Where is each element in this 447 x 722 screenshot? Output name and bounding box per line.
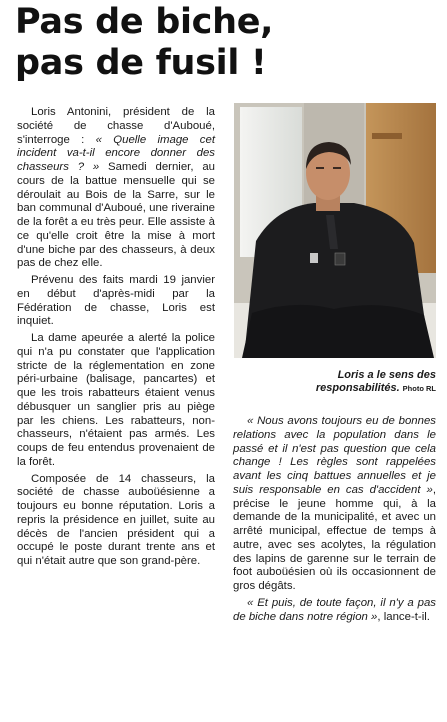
text-run: Samedi dernier, au cours de la battue mensuelle qui se déroulait au Bois de la Sarre, sur le ban communal d'Auboué, une riveraine de la forêt a eu très peur. Elle assiste à ce qu'elle croit être la mise à mort d'une biche par des chasseurs, à deux pas de chez elle. (17, 161, 215, 270)
quote: « Et puis, de toute façon, il n'y a pas de biche dans notre région » (233, 596, 436, 623)
article-photo (234, 103, 436, 358)
photo-caption (234, 369, 436, 395)
photo-illustration (234, 103, 436, 358)
paragraph: Prévenu des faits mardi 19 janvier en début d'après-midi par la Fédération de chasse, Loris est inquiet. (17, 274, 215, 328)
right-column (233, 415, 436, 624)
paragraph (233, 597, 436, 625)
text-run: , lance-t-il. (377, 610, 430, 623)
quote: « Nous avons toujours eu de bonnes relations avec la population dans le passé et il n'est pas question que cela change ! Les règles sont rappelées avant les cinq battues annuelles et je suis responsable en cas d'accident » (233, 415, 436, 496)
paragraph: La dame apeurée a alerté la police qui n'a pu constater que l'application stricte de la réglementation en zone péri-urbaine (balisage, pancartes) et que les trois rabatteurs étaient venus débusquer un sanglier pris au piège par les chiens. Les rabatteurs, non-chasseurs, n'étaient pas armés. Les coups de feu entendus provenaient de la forêt. (17, 332, 215, 468)
headline-line-1: Pas de biche, (15, 2, 274, 42)
headline-line-2: pas de fusil ! (15, 43, 267, 83)
paragraph (17, 106, 215, 271)
headline (15, 2, 440, 84)
quote: « Quelle image cet incident va-t-il encore donner des chasseurs ? » (17, 133, 215, 173)
text-run: , précise le jeune homme qui, à la demande de la municipalité, et avec un arrêté municipal, effectue de temps à autre, avec ses acolytes, la régulation des lapins de garenne sur le terrain de foot auboüésien où ils occasionnent de gros dégâts. (233, 483, 436, 592)
caption-text: Loris a le sens des responsabilités. (315, 369, 436, 394)
paragraph (233, 415, 436, 594)
left-column (17, 106, 215, 569)
text-run: Loris Antonini, président de la société de chasse d'Auboué, s'interroge : (17, 106, 215, 146)
paragraph: Composée de 14 chasseurs, la société de chasse auboüésienne a toujours eu bonne réputation. Loris a repris la présidence en juillet, suite au décès de l'ancien président qui a occupé le poste durant trente ans et qui n'était autre que son grand-père. (17, 472, 215, 567)
photo-credit: Photo RL (402, 384, 436, 393)
